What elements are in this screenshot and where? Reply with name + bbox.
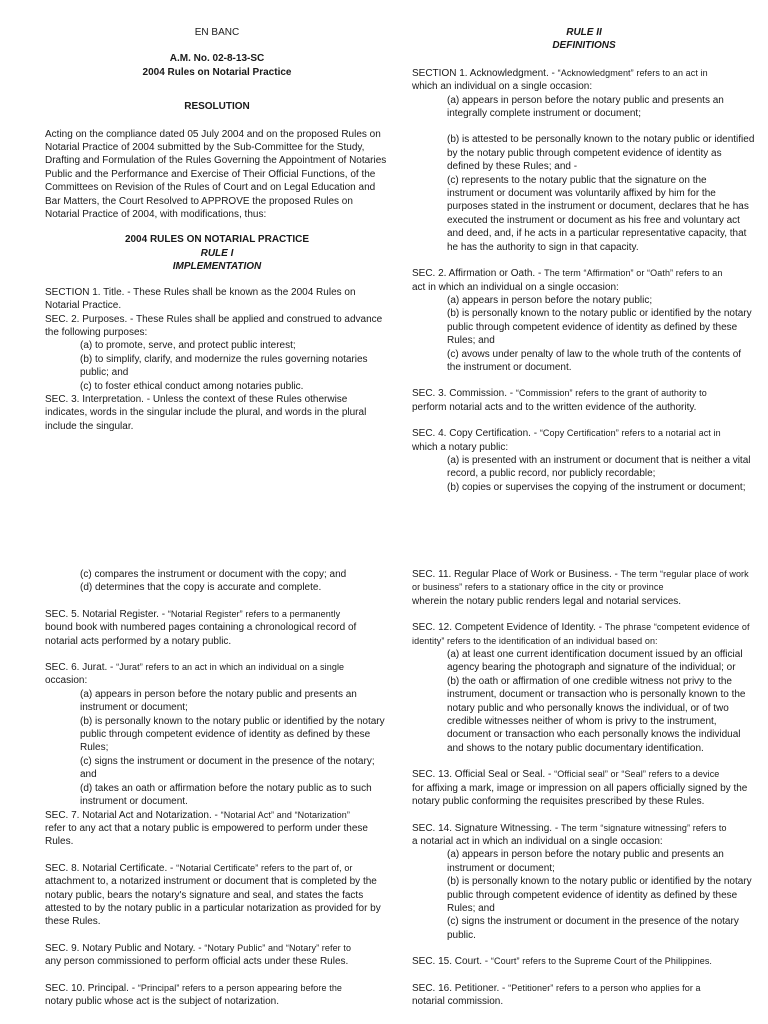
def-affirmation: SEC. 2. Affirmation or Oath. - The term “Affirmation” or “Oath” refers to an act in which an individual on a single occasion: <box>412 268 723 293</box>
jurat-c: (c) signs the instrument or document in the presence of the notary; and <box>80 755 375 781</box>
ack-a: (a) appears in person before the notary public and presents an integrally complete instrument or document; <box>447 94 724 120</box>
page1-left-column <box>45 26 389 433</box>
copy-a: (a) is presented with an instrument or document that is neither a vital record, a public record, nor publicly recordable; <box>447 454 751 480</box>
page2-left-column <box>45 568 389 1008</box>
aff-b: (b) is personally known to the notary public or identified by the notary public through competent evidence of identity as defined by these Rules; and <box>447 308 752 347</box>
def-petitioner: SEC. 16. Petitioner. - “Petitioner” refers to a person who applies for a notarial commission. <box>412 982 701 1007</box>
purpose-c: (c) to foster ethical conduct among notaries public. <box>80 380 304 392</box>
def-court: SEC. 15. Court. - “Court” refers to the Supreme Court of the Philippines. <box>412 956 713 968</box>
rules-title: 2004 Rules on Notarial Practice <box>142 66 292 78</box>
copy-b: (b) copies or supervises the copying of the instrument or document; <box>447 481 746 493</box>
def-principal: SEC. 10. Principal. - “Principal” refers to a person appearing before the notary public whose act is the subject of notarization. <box>45 982 343 1007</box>
copy-c: (c) compares the instrument or document with the copy; and <box>80 569 347 580</box>
evidence-a: (a) at least one current identification document issued by an official agency bearing the photograph and signature of the individual; or <box>447 649 743 674</box>
section-2-purposes: SEC. 2. Purposes. - These Rules shall be applied and construed to advance the following purposes: <box>45 313 383 338</box>
evidence-b: (b) the oath or affirmation of one credible witness not privy to the instrument, document or transaction who is personally known to the notary public and who personally knows the individual, or of two credible witnesses neither of whom is privy to the instrument, document or transaction who each personally knows the individual and shows to the notary public documentary identification. <box>447 675 746 754</box>
aff-a: (a) appears in person before the notary public; <box>447 294 653 306</box>
witness-a: (a) appears in person before the notary public and presents an instrument or document; <box>447 849 724 874</box>
def-acknowledgment: SECTION 1. Acknowledgment. - “Acknowledgment” refers to an act in which an individual on a single occasion: <box>412 67 708 93</box>
resolution-heading: RESOLUTION <box>184 101 250 113</box>
rule-number: RULE I <box>200 247 234 259</box>
jurat-a: (a) appears in person before the notary public and presents an instrument or document; <box>80 688 357 714</box>
rule-2-name: DEFINITIONS <box>552 40 616 52</box>
def-competent-evidence: SEC. 12. Competent Evidence of Identity. - The phrase “competent evidence of identity” refers to the identification of an individual based on: <box>412 622 750 646</box>
witness-c: (c) signs the instrument or document in the presence of the notary public. <box>447 916 739 941</box>
ack-b: (b) is attested to be personally known to the notary public or identified by the notary public through competent evidence of identity as defined by these Rules; and - <box>447 134 755 173</box>
rule-2-number: RULE II <box>566 27 602 38</box>
page2-right-column <box>412 568 756 1008</box>
purpose-b: (b) to simplify, clarify, and modernize the rules governing notaries public; and <box>80 353 368 379</box>
section-1-title: SECTION 1. Title. - These Rules shall be known as the 2004 Rules on Notarial Practice. <box>45 286 356 312</box>
aff-c: (c) avows under penalty of law to the whole truth of the contents of the instrument or document. <box>447 348 742 373</box>
section-3-interpretation: SEC. 3. Interpretation. - Unless the context of these Rules otherwise indicates, words in the singular include the plural, and words in the plural include the singular. <box>45 393 367 432</box>
jurat-d: (d) takes an oath or affirmation before the notary public as to such instrument or document. <box>80 782 372 808</box>
jurat-b: (b) is personally known to the notary public or identified by the notary public through competent evidence of identity as defined by these Rules; <box>80 715 385 754</box>
page1-right-column <box>412 26 756 494</box>
def-notarial-register: SEC. 5. Notarial Register. - “Notarial Register” refers to a permanently bound book with numbered pages containing a chronological record of notarial acts performed by a notary public. <box>45 608 357 647</box>
def-notary-public: SEC. 9. Notary Public and Notary. - “Notary Public” and “Notary” refer to any person commissioned to perform official acts under these Rules. <box>45 942 352 968</box>
def-official-seal: SEC. 13. Official Seal or Seal. - “Official seal” or “Seal” refers to a device for affixing a mark, image or impression on all papers officially signed by the notary public conforming the requisites prescribed by these Rules. <box>412 769 748 808</box>
witness-b: (b) is personally known to the notary public or identified by the notary public through competent evidence of identity as defined by these Rules; and <box>447 876 752 914</box>
def-regular-place: SEC. 11. Regular Place of Work or Business. - The term “regular place of work or business” refers to a stationary office in the city or province wherein the notary public renders legal and notarial services. <box>412 569 749 607</box>
purpose-a: (a) to promote, serve, and protect public interest; <box>80 340 296 352</box>
copy-d: (d) determines that the copy is accurate and complete. <box>80 582 322 594</box>
rules-heading: 2004 RULES ON NOTARIAL PRACTICE <box>124 234 310 246</box>
am-number: A.M. No. 02-8-13-SC <box>169 53 265 65</box>
ack-c: (c) represents to the notary public that the signature on the instrument or document was voluntarily affixed by him for the purposes stated in the instrument or document, declares that he has executed the instrument or document as his free and voluntary act and deed, and, if he acts in a particular representative capacity, that he has the authority to sign in that capacity. <box>447 174 749 253</box>
court-label: EN BANC <box>194 27 240 38</box>
intro-paragraph: Acting on the compliance dated 05 July 2004 and on the proposed Rules on Notarial Practice of 2004 submitted by the Sub-Committee for the Study, Drafting and Formulation of the Rules Governing the Appointment of Notaries Public and the Performance and Exercise of Their Official Functions, of the Committees on Revision of the Rules of Court and on Legal Education and Bar Matters, the Court Resolved to APPROVE the proposed Rules on Notarial Practice of 2004, with modifications, thus: <box>45 128 387 221</box>
def-notarial-certificate: SEC. 8. Notarial Certificate. - “Notarial Certificate” refers to the part of, or attachment to, a notarized instrument or document that is completed by the notary public, bears the notary's signature and seal, and states the facts attested to by the notary public in a particular notarization as provided for by these Rules. <box>45 862 381 928</box>
def-notarial-act: SEC. 7. Notarial Act and Notarization. - “Notarial Act” and “Notarization” refer to any act that a notary public is empowered to perform under these Rules. <box>45 809 368 848</box>
def-signature-witnessing: SEC. 14. Signature Witnessing. - The term “signature witnessing” refers to a notarial act in which an individual on a single occasion: <box>412 822 727 847</box>
def-copy-certification: SEC. 4. Copy Certification. - “Copy Certification” refers to a notarial act in which a notary public: <box>412 428 721 453</box>
def-jurat: SEC. 6. Jurat. - “Jurat” refers to an act in which an individual on a single occasion: <box>45 662 345 687</box>
rule-name: IMPLEMENTATION <box>172 261 262 273</box>
def-commission: SEC. 3. Commission. - “Commission” refers to the grant of authority to perform notarial acts and to the written evidence of the authority. <box>412 388 707 413</box>
